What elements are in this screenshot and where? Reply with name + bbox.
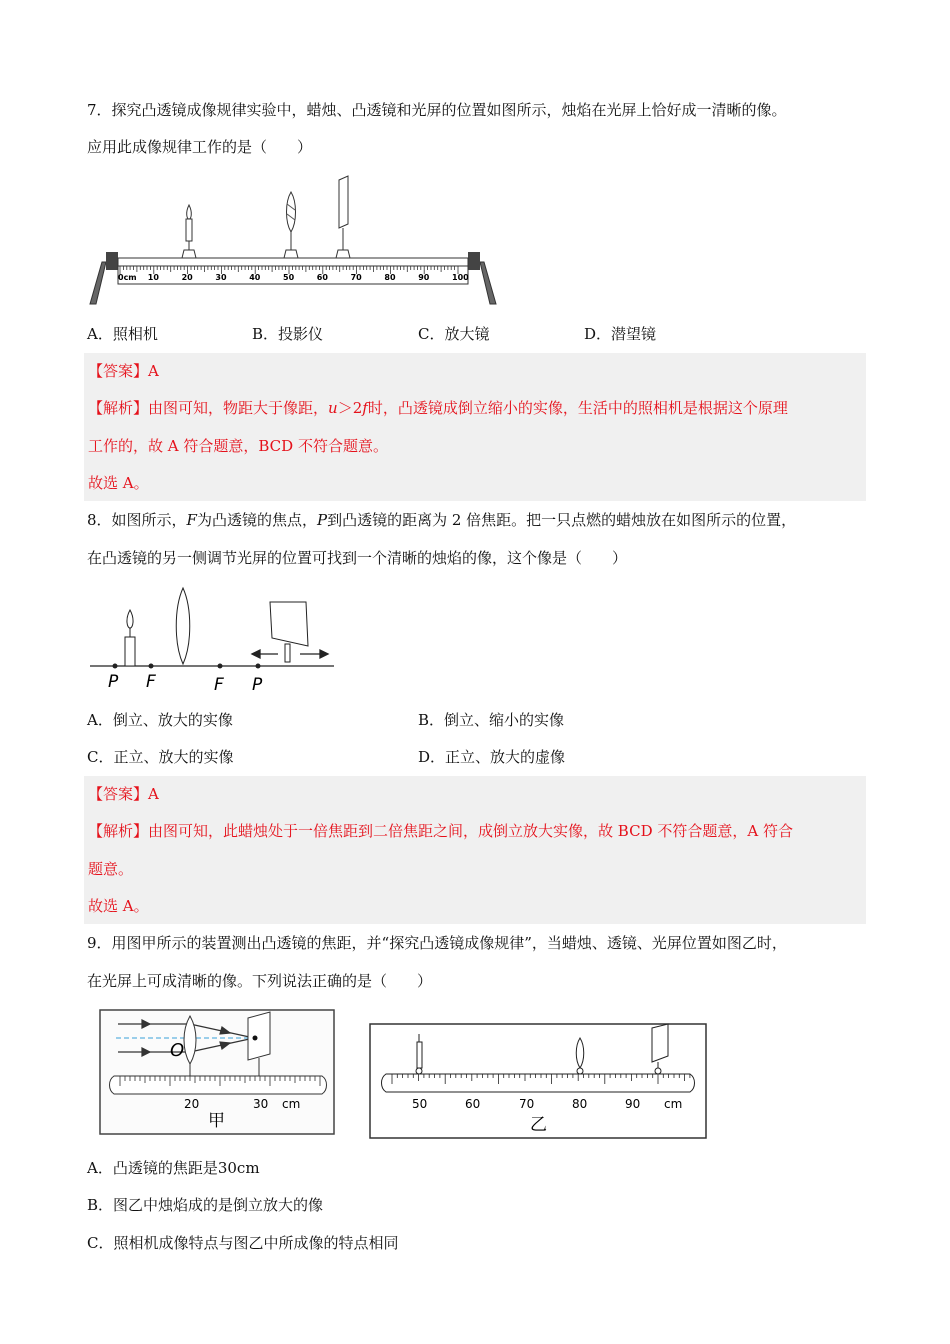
tick-50: 50 (412, 1097, 428, 1111)
q7-analysis-text-c: 时，凸透镜成倒立缩小的实像，生活中的照相机是根据这个原理 (367, 399, 788, 417)
tick-60: 60 (465, 1097, 481, 1111)
q7-analysis-text-a: 由图可知，物距大于像距， (148, 399, 329, 417)
label-F-right: F (214, 675, 224, 695)
caption-jia: 甲 (208, 1111, 225, 1131)
tick-70: 70 (519, 1097, 535, 1111)
ruler-label: 10 (147, 273, 159, 282)
ruler-label: 0cm (118, 273, 137, 282)
label-F-left: F (146, 672, 156, 692)
q7-option-c[interactable]: C．放大镜 (418, 325, 490, 343)
q7-analysis-line1 (88, 398, 788, 418)
q8-lens-figure (88, 586, 348, 696)
candle-icon (125, 610, 135, 666)
convex-lens-icon (284, 192, 298, 258)
q8-analysis-line2: 题意。 (88, 860, 134, 878)
q8-analysis-text: 由图可知，此蜡烛处于一倍焦距到二倍焦距之间，成倒立放大实像，故 BCD 不符合题意，A 符合 (148, 822, 793, 840)
q8-option-d[interactable]: D．正立、放大的虚像 (418, 748, 566, 766)
tick-90: 90 (625, 1097, 641, 1111)
candle-icon (182, 205, 196, 258)
q7-stem-line2: 应用此成像规律工作的是（ ） (87, 138, 313, 156)
tick-cm: cm (282, 1097, 301, 1111)
light-screen-icon (270, 602, 308, 662)
ruler-label: 30 (215, 273, 227, 282)
q9-option-a[interactable]: A．凸透镜的焦距是30cm (87, 1159, 260, 1177)
q7-option-a[interactable]: A．照相机 (87, 325, 158, 343)
q7-answer-box (84, 353, 866, 501)
q9-option-b[interactable]: B．图乙中烛焰成的是倒立放大的像 (87, 1196, 324, 1214)
q7-analysis-line2: 工作的，故 A 符合题意，BCD 不符合题意。 (88, 437, 388, 455)
q9-figure-yi (368, 1022, 708, 1140)
q9-stem-line1: 9．用图甲所示的装置测出凸透镜的焦距，并“探究凸透镜成像规律”，当蜡烛、透镜、光屏位置如图乙时， (87, 934, 787, 952)
q8-analysis-label: 【解析】 (88, 822, 149, 840)
q7-option-b[interactable]: B．投影仪 (252, 325, 324, 343)
q9-option-c[interactable]: C．照相机成像特点与图乙中所成像的特点相同 (87, 1234, 399, 1252)
q7-conclusion: 故选 A。 (88, 474, 149, 492)
q7-analysis-text-b: ＞2 (337, 399, 363, 417)
ruler-label: 50 (283, 273, 295, 282)
q7-var-u: u (328, 399, 338, 417)
tick-cm: cm (664, 1097, 683, 1111)
tick-20: 20 (184, 1097, 200, 1111)
light-screen-icon (336, 176, 350, 258)
q8-stem-line1 (87, 510, 796, 530)
q8-option-a[interactable]: A．倒立、放大的实像 (87, 711, 233, 729)
label-P-right: P (252, 675, 263, 695)
label-O: O (170, 1040, 185, 1061)
bench-rail (90, 252, 496, 304)
q8-stem-text-c: 到凸透镜的距离为 2 倍焦距。把一只点燃的蜡烛放在如图所示的位置， (327, 511, 797, 529)
q7-answer: 【答案】A (88, 362, 159, 380)
q8-option-c[interactable]: C．正立、放大的实像 (87, 748, 234, 766)
q7-analysis-label: 【解析】 (88, 399, 149, 417)
q7-stem-line1: 7．探究凸透镜成像规律实验中，蜡烛、凸透镜和光屏的位置如图所示，烛焰在光屏上恰好成一清晰的像。 (87, 101, 787, 119)
q8-stem-line2: 在凸透镜的另一侧调节光屏的位置可找到一个清晰的烛焰的像，这个像是（ ） (87, 549, 628, 567)
q7-optical-bench-figure (88, 172, 498, 312)
caption-yi: 乙 (530, 1115, 547, 1135)
q8-var-F: F (186, 511, 197, 529)
q7-option-d[interactable]: D．潜望镜 (584, 325, 657, 343)
ruler-label: 80 (384, 273, 396, 282)
ruler-label: 90 (418, 273, 430, 282)
tick-30: 30 (253, 1097, 269, 1111)
q8-conclusion: 故选 A。 (88, 897, 149, 915)
ruler-label: 70 (350, 273, 362, 282)
ruler-label: 100 (452, 273, 469, 282)
ruler-label: 60 (316, 273, 328, 282)
q9-stem-line2: 在光屏上可成清晰的像。下列说法正确的是（ ） (87, 972, 433, 990)
label-P-left: P (108, 672, 119, 692)
q8-var-P: P (316, 511, 328, 529)
q8-stem-text-b: 为凸透镜的焦点， (196, 511, 317, 529)
ruler-label: 40 (249, 273, 261, 282)
q8-answer-box (84, 776, 866, 924)
q8-answer: 【答案】A (88, 785, 159, 803)
q8-option-b[interactable]: B．倒立、缩小的实像 (418, 711, 565, 729)
q9-figure-jia (98, 1008, 338, 1136)
q8-stem-text-a: 8．如图所示， (87, 511, 187, 529)
q7-var-f: f (362, 399, 368, 417)
ruler-label: 20 (181, 273, 193, 282)
tick-80: 80 (572, 1097, 588, 1111)
q8-analysis-line1 (88, 821, 793, 841)
convex-lens-icon (176, 588, 190, 664)
